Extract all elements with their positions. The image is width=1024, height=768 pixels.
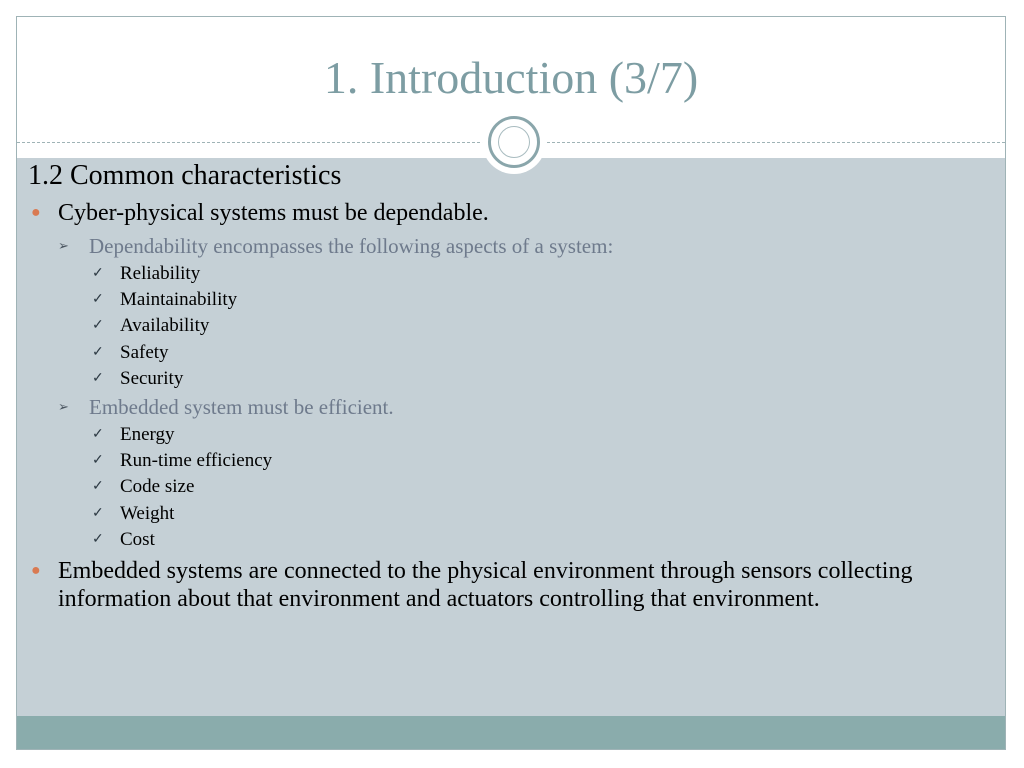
section-heading: 1.2 Common characteristics xyxy=(28,160,342,191)
subpoint-group xyxy=(28,233,978,392)
list-item xyxy=(28,422,978,448)
list-item xyxy=(28,474,978,500)
list-item-text: Availability xyxy=(120,315,210,337)
subpoint-text: Dependability encompasses the following aspects of a system: xyxy=(89,234,614,258)
arrow-bullet-icon: ➢ xyxy=(58,399,69,415)
check-bullet-icon: ✓ xyxy=(92,531,104,547)
bullet-item xyxy=(28,557,978,613)
list-item xyxy=(28,448,978,474)
check-bullet-icon: ✓ xyxy=(92,344,104,360)
bullet-text: Cyber-physical systems must be dependable. xyxy=(58,200,489,226)
list-item xyxy=(28,287,978,313)
slide-body xyxy=(28,159,978,619)
arrow-bullet-icon: ➢ xyxy=(58,238,69,253)
list-item-text: Security xyxy=(120,367,184,389)
list-item xyxy=(28,313,978,339)
check-bullet-icon: ✓ xyxy=(92,427,104,443)
list-item xyxy=(28,340,978,366)
check-bullet-icon: ✓ xyxy=(92,292,104,308)
footer-band xyxy=(17,716,1005,750)
check-bullet-icon: ✓ xyxy=(92,479,104,495)
list-item xyxy=(28,527,978,553)
check-bullet-icon: ✓ xyxy=(92,505,104,521)
check-bullet-icon: ✓ xyxy=(92,318,104,334)
list-item-text: Maintainability xyxy=(120,289,238,311)
subpoint-text: Embedded system must be efficient. xyxy=(89,395,394,420)
dot-bullet-icon: ● xyxy=(31,204,41,221)
bullet-item xyxy=(28,199,978,227)
check-bullet-icon: ✓ xyxy=(92,453,104,469)
list-item xyxy=(28,501,978,527)
list-item-text: Code size xyxy=(120,476,195,498)
check-bullet-icon: ✓ xyxy=(92,370,104,386)
list-item-text: Cost xyxy=(120,528,155,550)
list-item-text: Energy xyxy=(120,424,175,446)
list-item-text: Safety xyxy=(120,341,169,363)
dot-bullet-icon: ● xyxy=(31,562,41,580)
bullet-text: Embedded systems are connected to the physical environment through sensors collecting information about that environment and actuators controlling that environment. xyxy=(58,558,913,613)
slide-title: 1. Introduction (3/7) xyxy=(323,52,699,103)
list-item-text: Reliability xyxy=(120,263,201,284)
list-item xyxy=(28,366,978,392)
list-item-text: Run-time efficiency xyxy=(120,450,273,472)
check-bullet-icon: ✓ xyxy=(92,266,104,281)
list-item xyxy=(28,261,978,287)
subpoint-group xyxy=(28,394,978,553)
subpoint-item xyxy=(28,233,978,259)
subpoint-item xyxy=(28,394,978,420)
list-item-text: Weight xyxy=(120,502,175,524)
